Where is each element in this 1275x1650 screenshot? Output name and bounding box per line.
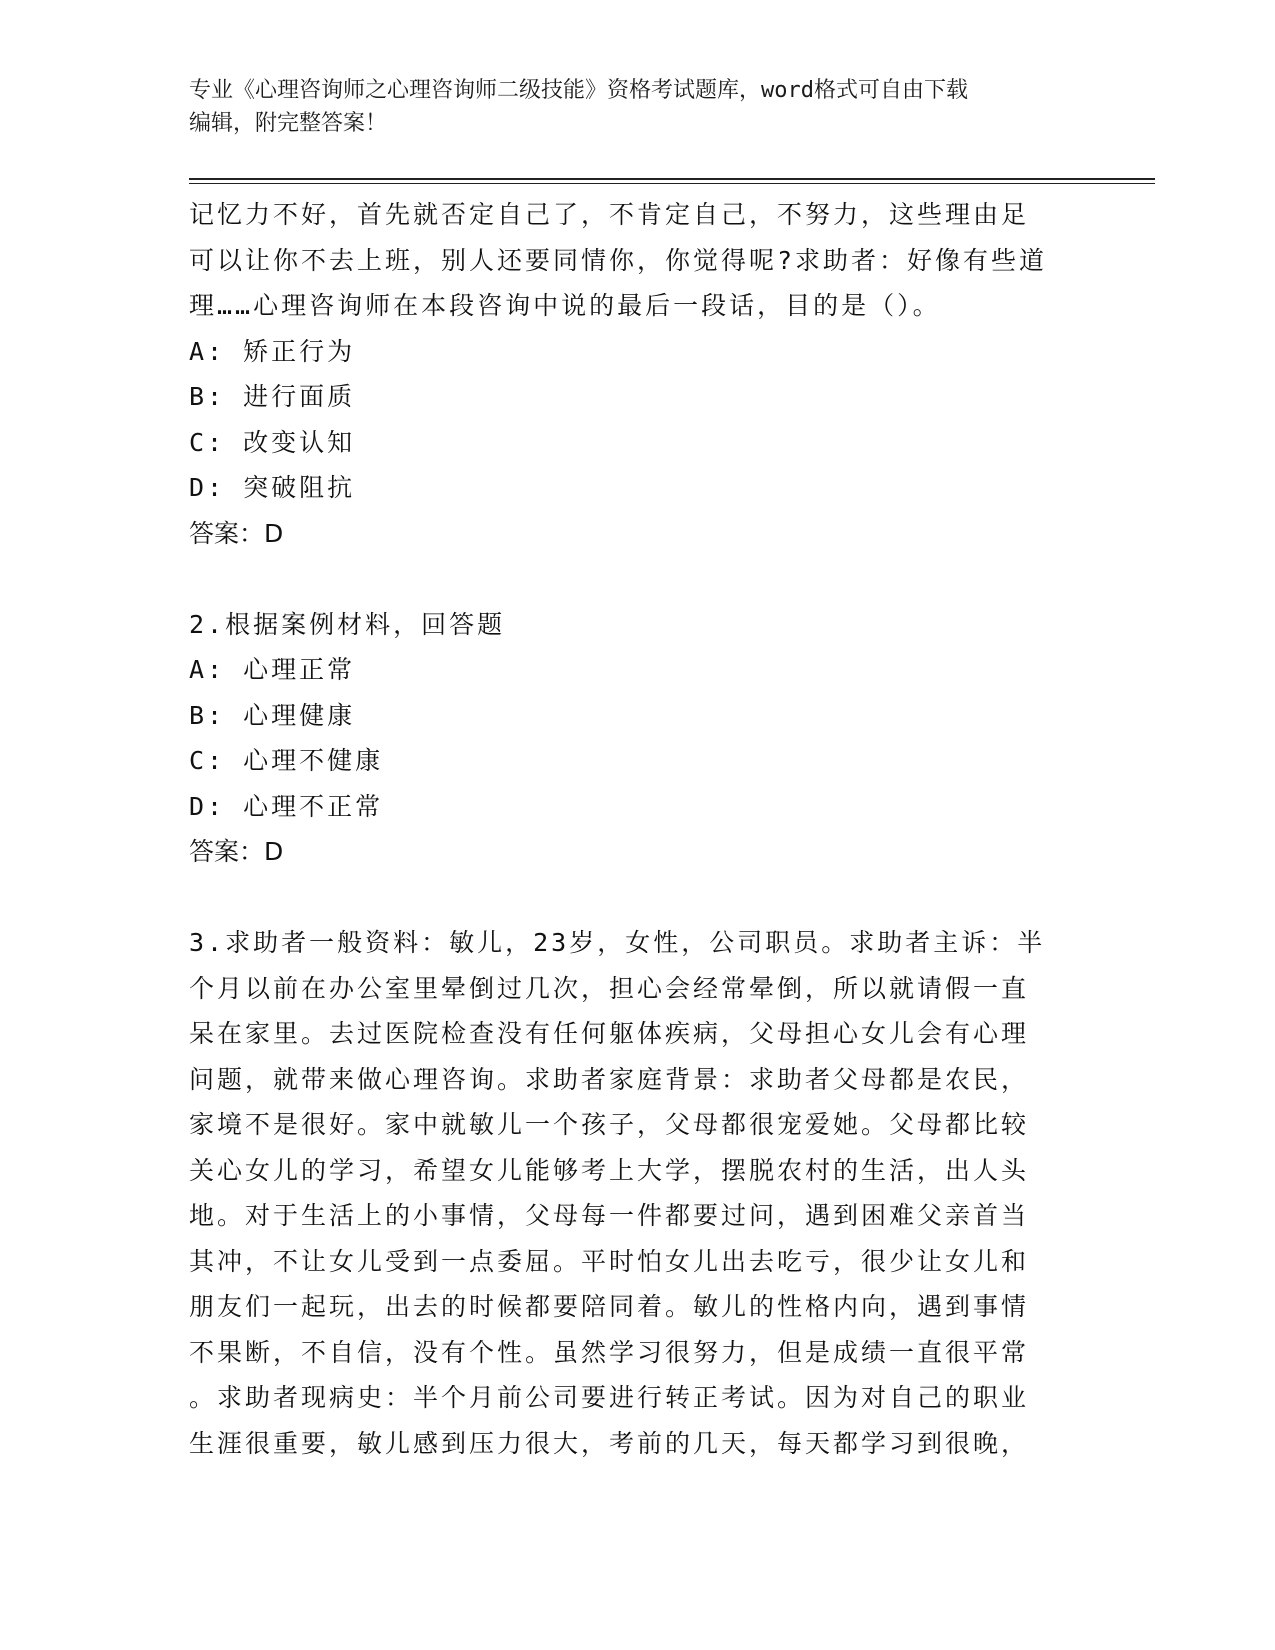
question-1-stem-line: 理……心理咨询师在本段咨询中说的最后一段话，目的是（）。 <box>189 291 941 320</box>
question-2-option-b: B: 心理健康 <box>189 700 356 730</box>
question-3-line: 地。对于生活上的小事情，父母每一件都要过问，遇到困难父亲首当 <box>189 1201 1030 1230</box>
question-1-option-a: A: 矫正行为 <box>189 336 356 366</box>
question-2-answer: 答案：D <box>189 837 284 866</box>
question-1-stem-line: 可以让你不去上班，别人还要同情你，你觉得呢?求助者：好像有些道 <box>189 245 1048 275</box>
spacer <box>189 556 1089 602</box>
question-2-option-c: C: 心理不健康 <box>189 746 384 775</box>
header-line-2: 编辑，附完整答案！ <box>189 111 388 136</box>
document-body <box>189 192 1089 1466</box>
question-3-line: 问题，就带来做心理咨询。求助者家庭背景：求助者父母都是农民， <box>189 1064 1030 1094</box>
question-1-option-c: C: 改变认知 <box>189 427 356 457</box>
question-1-stem-line: 记忆力不好，首先就否定自己了，不肯定自己，不努力，这些理由足 <box>189 200 1030 229</box>
spacer <box>189 875 1089 921</box>
question-3-line: 生涯很重要，敏儿感到压力很大，考前的几天，每天都学习到很晚， <box>189 1428 1030 1458</box>
question-1-option-b: B: 进行面质 <box>189 382 356 411</box>
question-1 <box>189 192 1089 556</box>
question-3-line: 家境不是很好。家中就敏儿一个孩子，父母都很宠爱她。父母都比较 <box>189 1110 1030 1139</box>
question-3-line: 其冲，不让女儿受到一点委屈。平时怕女儿出去吃亏，很少让女儿和 <box>189 1246 1030 1276</box>
question-3-line: 呆在家里。去过医院检查没有任何躯体疾病，父母担心女儿会有心理 <box>189 1019 1030 1048</box>
page-header <box>189 74 1079 140</box>
question-1-option-d: D: 突破阻抗 <box>189 473 356 502</box>
question-2-option-d: D: 心理不正常 <box>189 791 384 821</box>
question-2-option-a: A: 心理正常 <box>189 655 356 684</box>
question-3-line: 不果断，不自信，没有个性。虽然学习很努力，但是成绩一直很平常 <box>189 1337 1030 1367</box>
question-1-answer: 答案：D <box>189 518 284 548</box>
question-2 <box>189 602 1089 875</box>
question-3-line: 个月以前在办公室里晕倒过几次，担心会经常晕倒，所以就请假一直 <box>189 973 1030 1003</box>
question-3-line: 关心女儿的学习，希望女儿能够考上大学，摆脱农村的生活，出人头 <box>189 1155 1030 1185</box>
header-line-1: 专业《心理咨询师之心理咨询师二级技能》资格考试题库，word格式可自由下载 <box>189 78 968 103</box>
question-3-line: 。求助者现病史：半个月前公司要进行转正考试。因为对自己的职业 <box>189 1383 1030 1412</box>
question-3-line: 3.求助者一般资料：敏儿，23岁，女性，公司职员。求助者主诉：半 <box>189 928 1046 957</box>
question-3-line: 朋友们一起玩，出去的时候都要陪同着。敏儿的性格内向，遇到事情 <box>189 1292 1030 1321</box>
header-divider <box>189 178 1155 184</box>
question-3 <box>189 920 1089 1466</box>
question-2-stem: 2.根据案例材料，回答题 <box>189 609 506 639</box>
